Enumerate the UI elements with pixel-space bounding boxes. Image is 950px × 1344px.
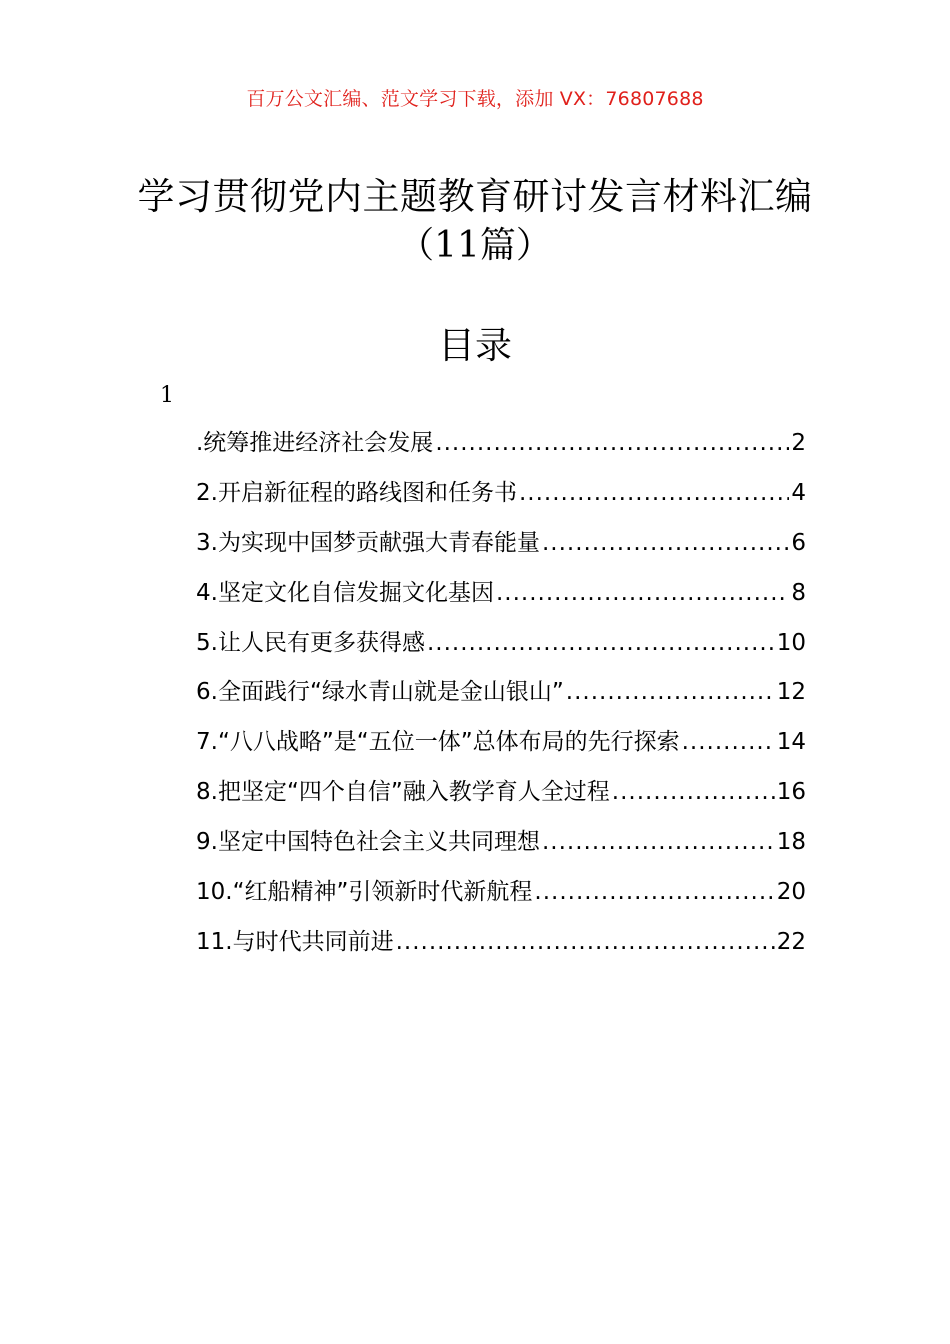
toc-entry-page: 10 <box>776 629 806 656</box>
toc-entry-label: 6.全面践行“绿水青山就是金山银山” <box>196 679 564 706</box>
toc-entry-page: 20 <box>776 879 806 906</box>
toc-entry-page: 4 <box>791 479 806 506</box>
toc-entry[interactable] <box>196 473 806 523</box>
toc-entry[interactable] <box>196 822 806 872</box>
toc-dot-leader <box>542 523 789 563</box>
toc-entry-label: 2.开启新征程的路线图和任务书 <box>196 479 517 506</box>
toc-dot-leader <box>396 922 775 962</box>
toc-entry[interactable] <box>196 423 806 473</box>
toc-entry-page: 6 <box>791 529 806 556</box>
promo-header-note: 百万公文汇编、范文学习下载，添加 VX：76807688 <box>246 88 704 110</box>
toc-entry-label: 3.为实现中国梦贡献强大青春能量 <box>196 529 540 556</box>
toc-entry-label: 7.“八八战略”是“五位一体”总体布局的先行探索 <box>196 729 680 756</box>
subtitle-word: 篇 <box>479 225 516 266</box>
toc-entry-label: .统筹推进经济社会发展 <box>196 430 434 456</box>
toc-dot-leader <box>496 573 789 613</box>
toc-entry-page: 2 <box>791 430 806 456</box>
toc-entry-page: 14 <box>776 729 806 756</box>
toc-entry-label: 8.把坚定“四个自信”融入教学育人全过程 <box>196 779 610 806</box>
toc-entry-label: 9.坚定中国特色社会主义共同理想 <box>196 829 540 856</box>
toc-dot-leader <box>427 623 775 663</box>
toc-entry-label: 4.坚定文化自信发掘文化基因 <box>196 579 494 606</box>
toc-dot-leader <box>612 772 775 812</box>
toc-dot-leader <box>682 722 775 762</box>
toc-entry-page: 12 <box>776 679 806 706</box>
toc-list <box>196 423 806 972</box>
toc-entry[interactable] <box>196 573 806 623</box>
toc-entry[interactable] <box>196 922 806 972</box>
toc-entry[interactable] <box>196 523 806 573</box>
toc-list-marker: 1 <box>160 383 174 408</box>
document-subtitle <box>0 222 950 270</box>
toc-dot-leader <box>566 672 775 712</box>
toc-dot-leader <box>519 473 789 513</box>
toc-entry-page: 18 <box>776 829 806 856</box>
toc-entry-label: 11.与时代共同前进 <box>196 928 394 955</box>
toc-entry-page: 22 <box>776 928 806 955</box>
toc-entry-page: 16 <box>776 779 806 806</box>
toc-heading: 目录 <box>438 324 512 367</box>
toc-entry[interactable] <box>196 872 806 922</box>
toc-entry[interactable] <box>196 623 806 673</box>
subtitle-count: 11 <box>434 225 480 266</box>
subtitle-open-paren: （ <box>398 225 435 266</box>
toc-dot-leader <box>534 872 774 912</box>
toc-entry-page: 8 <box>791 579 806 606</box>
document-title: 学习贯彻党内主题教育研讨发言材料汇编 <box>137 175 813 218</box>
toc-entry[interactable] <box>196 722 806 772</box>
toc-entry[interactable] <box>196 672 806 722</box>
toc-entry-label: 5.让人民有更多获得感 <box>196 629 425 656</box>
toc-dot-leader <box>542 822 775 862</box>
toc-entry-label: 10.“红船精神”引领新时代新航程 <box>196 879 533 906</box>
toc-entry[interactable] <box>196 772 806 822</box>
subtitle-close-paren: ） <box>515 225 552 266</box>
toc-dot-leader <box>435 423 789 463</box>
